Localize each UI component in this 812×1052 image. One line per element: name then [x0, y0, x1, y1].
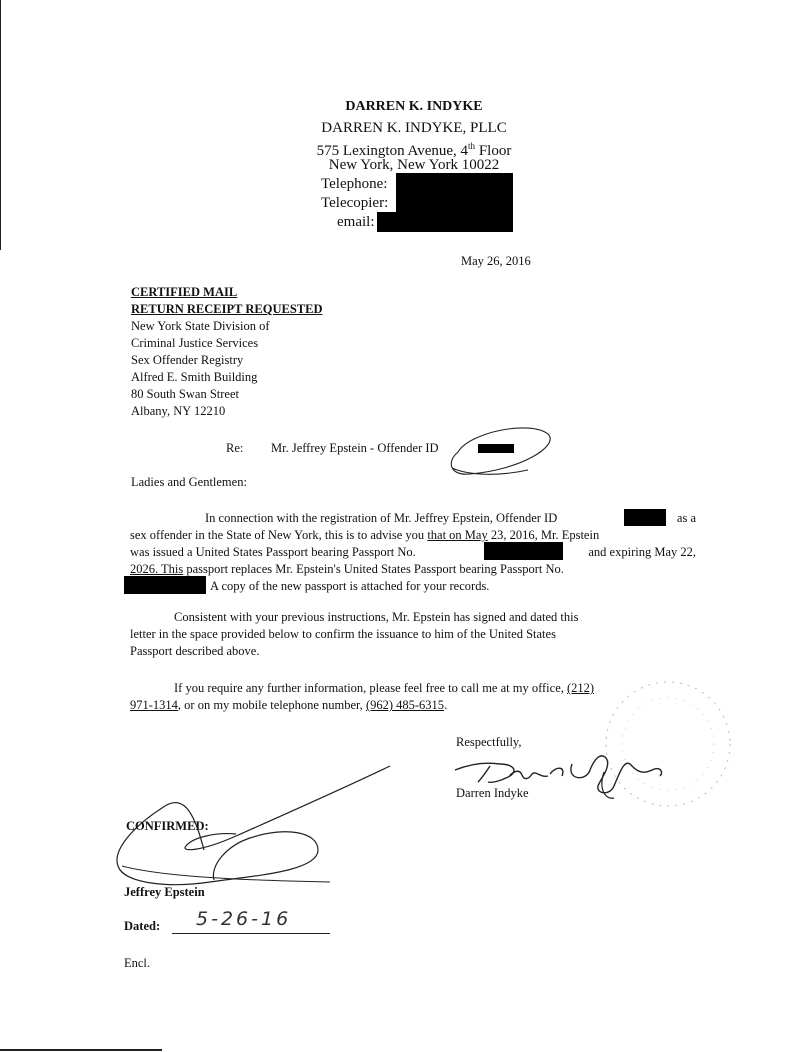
- phone-office-area: (212): [567, 681, 595, 695]
- dated-signature-line: [172, 933, 330, 934]
- para2-line3: [130, 643, 696, 660]
- salutation: Ladies and Gentlemen:: [131, 475, 247, 489]
- recipient-line: Criminal Justice Services: [131, 336, 259, 350]
- redaction-passport-new: [484, 542, 563, 560]
- address-ordinal: th: [468, 141, 476, 151]
- recipient-line: Albany, NY 12210: [131, 404, 226, 418]
- re-label: Re:: [226, 441, 244, 455]
- recipient-line: Sex Offender Registry: [131, 353, 244, 367]
- para1-text: was issued a United States Passport bearing Passport No.: [130, 545, 416, 559]
- recipient-line: New York State Division of: [131, 319, 270, 333]
- para1-text: and expiring May 22,: [588, 545, 696, 559]
- para3-text: , or on my mobile telephone number,: [177, 698, 366, 712]
- email-label: email:: [337, 214, 375, 230]
- telephone-label: Telephone:: [321, 176, 388, 192]
- telecopier-label: Telecopier:: [321, 195, 389, 211]
- address-floor: Floor: [475, 143, 512, 159]
- delivery-certified-mail: CERTIFIED MAIL: [131, 285, 238, 299]
- delivery-return-receipt: RETURN RECEIPT REQUESTED: [131, 302, 323, 316]
- para1-line2: [130, 527, 696, 544]
- redaction-offender-id: [624, 509, 666, 526]
- para1-text: passport replaces Mr. Epstein's United States Passport bearing Passport No.: [183, 562, 564, 576]
- re-subject: Mr. Jeffrey Epstein - Offender ID: [271, 441, 439, 455]
- para1-text: that on May: [427, 528, 488, 542]
- redaction-passport-old: [124, 576, 206, 594]
- recipient-line: Alfred E. Smith Building: [131, 370, 258, 384]
- phone-office-number: 971-1314: [130, 698, 178, 712]
- redaction-email: [377, 212, 407, 232]
- para2-line2: [130, 626, 696, 643]
- phone-mobile-number: (962) 485-6315: [365, 698, 445, 712]
- recipient-line: 80 South Swan Street: [131, 387, 239, 401]
- para3-text: If you require any further information, please feel free to call me at my office, (212): [174, 681, 595, 695]
- letter-date: May 26, 2016: [461, 254, 531, 268]
- para3-text: .: [444, 698, 448, 712]
- para1-text: as a: [676, 511, 696, 525]
- scan-edge-left: [0, 0, 1, 250]
- enclosure-note: Encl.: [124, 956, 151, 970]
- para1-text: sex offender in the State of New York, this is to advise you: [130, 528, 428, 542]
- signer-name: Darren Indyke: [456, 786, 529, 800]
- redaction-offender-id-re: [478, 444, 514, 453]
- para2-text: Passport described above.: [130, 644, 260, 658]
- address-street: 575 Lexington Avenue, 4: [316, 143, 469, 159]
- confirmed-label: CONFIRMED:: [126, 819, 209, 833]
- para1-text: 23, 2016, Mr. Epstein: [487, 528, 600, 542]
- para1-text: 2026. This: [130, 562, 184, 576]
- letterhead-address-line2: New York, New York 10022: [328, 157, 500, 173]
- dated-handwritten-value: 5-26-16: [196, 908, 292, 930]
- letterhead-name: DARREN K. INDYKE: [345, 99, 483, 114]
- confirmed-signer-name: Jeffrey Epstein: [124, 885, 205, 899]
- closing-respectfully: Respectfully,: [456, 735, 522, 749]
- para1-line4: [130, 561, 696, 578]
- para1-text: In connection with the registration of Mr. Jeffrey Epstein, Offender ID: [205, 511, 558, 525]
- para2-text: Consistent with your previous instructions, Mr. Epstein has signed and dated this: [174, 610, 579, 624]
- letterhead-firm: DARREN K. INDYKE, PLLC: [321, 120, 507, 136]
- para1-text: A copy of the new passport is attached for your records.: [210, 579, 490, 593]
- para2-text: letter in the space provided below to confirm the issuance to him of the United States: [130, 627, 556, 641]
- para3-line2: [130, 697, 696, 714]
- redaction-contact-block: [396, 173, 513, 232]
- dated-label: Dated:: [124, 919, 161, 933]
- scan-edge-bottom: [0, 1049, 162, 1051]
